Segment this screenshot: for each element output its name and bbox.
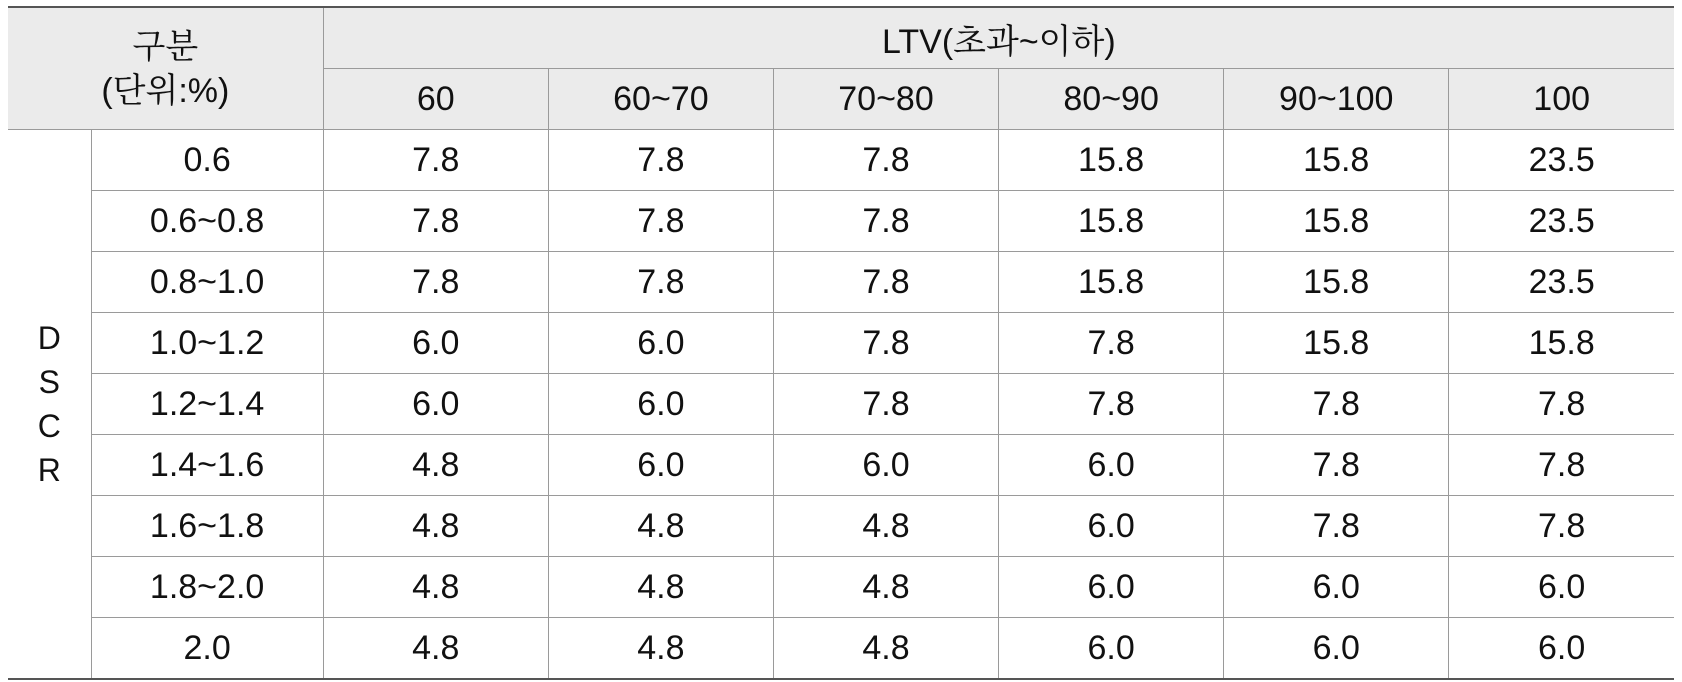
value-cell: 7.8 <box>1224 435 1449 496</box>
dscr-letter: R <box>37 452 61 488</box>
header-row-1 <box>8 7 1674 69</box>
value-cell: 7.8 <box>548 130 773 191</box>
ltv-band-header: 60 <box>323 69 548 130</box>
corner-label: 구분 <box>132 27 199 66</box>
value-cell: 23.5 <box>1449 252 1674 313</box>
ltv-dscr-table-container <box>8 6 1674 680</box>
table-row <box>8 496 1674 557</box>
table-row <box>8 435 1674 496</box>
value-cell: 7.8 <box>1224 496 1449 557</box>
value-cell: 7.8 <box>773 313 998 374</box>
table-body <box>8 130 1674 680</box>
value-cell: 7.8 <box>548 191 773 252</box>
value-cell: 4.8 <box>548 496 773 557</box>
dscr-letter: C <box>37 408 61 444</box>
value-cell: 6.0 <box>323 313 548 374</box>
table-row <box>8 313 1674 374</box>
ltv-title-header: LTV(초과~이하) <box>323 7 1674 69</box>
table-row <box>8 557 1674 618</box>
table-row <box>8 191 1674 252</box>
value-cell: 6.0 <box>999 618 1224 680</box>
value-cell: 6.0 <box>548 435 773 496</box>
value-cell: 7.8 <box>1449 374 1674 435</box>
value-cell: 4.8 <box>773 496 998 557</box>
value-cell: 6.0 <box>1449 618 1674 680</box>
value-cell: 7.8 <box>999 313 1224 374</box>
value-cell: 7.8 <box>1449 496 1674 557</box>
value-cell: 6.0 <box>323 374 548 435</box>
value-cell: 6.0 <box>548 374 773 435</box>
value-cell: 4.8 <box>323 618 548 680</box>
value-cell: 7.8 <box>1449 435 1674 496</box>
value-cell: 15.8 <box>999 130 1224 191</box>
value-cell: 23.5 <box>1449 191 1674 252</box>
value-cell: 4.8 <box>323 435 548 496</box>
value-cell: 6.0 <box>999 435 1224 496</box>
value-cell: 4.8 <box>773 618 998 680</box>
value-cell: 15.8 <box>1224 252 1449 313</box>
unit-label: (단위:%) <box>101 71 230 110</box>
dscr-band-cell: 0.6 <box>91 130 323 191</box>
dscr-letter: D <box>37 320 61 356</box>
value-cell: 15.8 <box>999 252 1224 313</box>
ltv-band-header: 100 <box>1449 69 1674 130</box>
value-cell: 7.8 <box>773 191 998 252</box>
value-cell: 7.8 <box>323 130 548 191</box>
value-cell: 15.8 <box>1449 313 1674 374</box>
value-cell: 15.8 <box>1224 191 1449 252</box>
value-cell: 6.0 <box>1224 618 1449 680</box>
dscr-band-cell: 1.8~2.0 <box>91 557 323 618</box>
dscr-band-cell: 0.8~1.0 <box>91 252 323 313</box>
value-cell: 7.8 <box>773 374 998 435</box>
table-row <box>8 374 1674 435</box>
value-cell: 4.8 <box>548 557 773 618</box>
dscr-band-cell: 0.6~0.8 <box>91 191 323 252</box>
dscr-band-cell: 2.0 <box>91 618 323 680</box>
value-cell: 7.8 <box>773 130 998 191</box>
value-cell: 6.0 <box>1449 557 1674 618</box>
dscr-band-cell: 1.6~1.8 <box>91 496 323 557</box>
value-cell: 6.0 <box>999 496 1224 557</box>
dscr-band-cell: 1.4~1.6 <box>91 435 323 496</box>
value-cell: 4.8 <box>323 496 548 557</box>
value-cell: 4.8 <box>773 557 998 618</box>
value-cell: 6.0 <box>773 435 998 496</box>
value-cell: 7.8 <box>323 252 548 313</box>
dscr-label-cell <box>8 130 91 680</box>
value-cell: 23.5 <box>1449 130 1674 191</box>
value-cell: 4.8 <box>323 557 548 618</box>
ltv-band-header: 80~90 <box>999 69 1224 130</box>
value-cell: 6.0 <box>999 557 1224 618</box>
table-row <box>8 252 1674 313</box>
value-cell: 7.8 <box>999 374 1224 435</box>
ltv-dscr-table <box>8 6 1674 680</box>
value-cell: 4.8 <box>548 618 773 680</box>
dscr-letter: S <box>38 364 60 400</box>
value-cell: 15.8 <box>1224 313 1449 374</box>
table-row <box>8 130 1674 191</box>
corner-header-cell <box>8 7 323 130</box>
dscr-band-cell: 1.2~1.4 <box>91 374 323 435</box>
table-header <box>8 7 1674 130</box>
table-row <box>8 618 1674 680</box>
value-cell: 7.8 <box>773 252 998 313</box>
ltv-band-header: 90~100 <box>1224 69 1449 130</box>
dscr-band-cell: 1.0~1.2 <box>91 313 323 374</box>
ltv-band-header: 70~80 <box>773 69 998 130</box>
value-cell: 15.8 <box>999 191 1224 252</box>
value-cell: 7.8 <box>323 191 548 252</box>
ltv-band-header: 60~70 <box>548 69 773 130</box>
value-cell: 7.8 <box>548 252 773 313</box>
value-cell: 7.8 <box>1224 374 1449 435</box>
value-cell: 15.8 <box>1224 130 1449 191</box>
value-cell: 6.0 <box>1224 557 1449 618</box>
value-cell: 6.0 <box>548 313 773 374</box>
